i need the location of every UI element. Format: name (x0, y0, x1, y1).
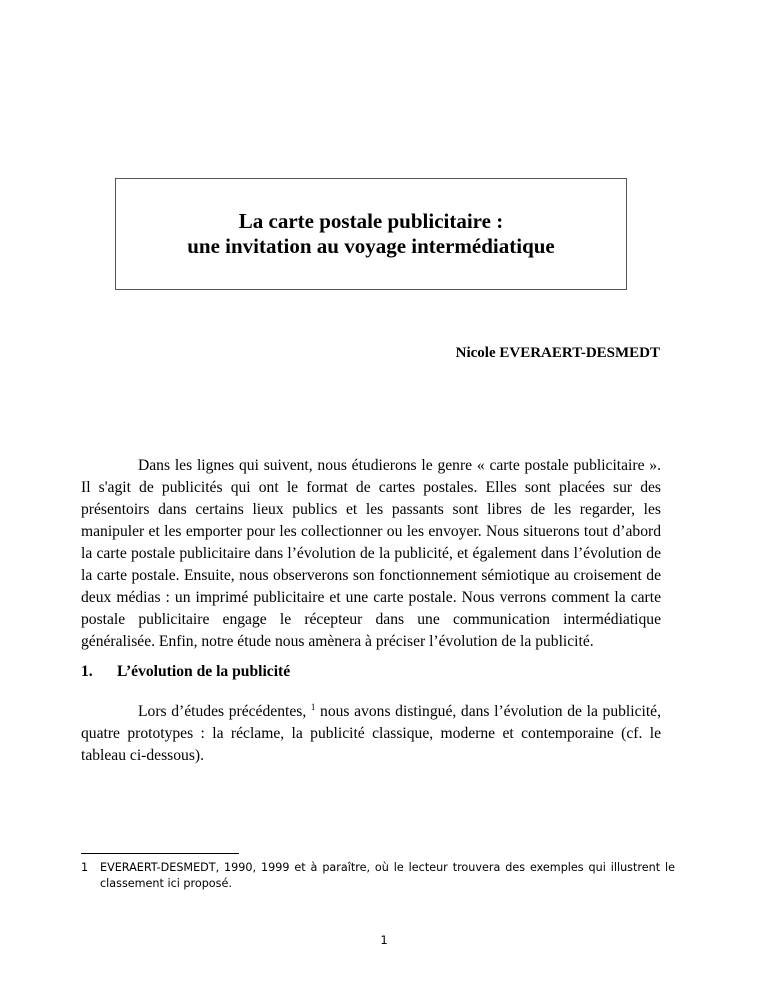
section-number: 1. (81, 663, 93, 680)
footnote-number: 1 (81, 861, 89, 874)
section-paragraph-text-end: nous avons distingué, dans l’évolution de la publicité, quatre prototypes : la réclame, la publicité classique, moderne et contemporaine (cf. le tableau ci-dessous). (81, 703, 661, 764)
footnote (81, 860, 675, 892)
intro-paragraph: Dans les lignes qui suivent, nous étudierons le genre « carte postale publicitaire ». Il s'agit de publicités qui ont le format de cartes postales. Elles sont placées sur des présentoirs dans certains lieux publics et les passants sont libres de les regarder, les manipuler et les emporter pour les collectionner ou les envoyer. Nous situerons tout d’abord la carte postale publicitaire dans l’évolution de la publicité, et également dans l’évolution de la carte postale. Ensuite, nous observerons son fonctionnement sémiotique au croisement de deux médias : un imprimé publicitaire et une carte postale. Nous verrons comment la carte postale publicitaire engage le récepteur dans une communication intermédiatique généralisée. Enfin, notre étude nous amènera à préciser l’évolution de la publicité. (81, 457, 661, 650)
page-number: 1 (380, 933, 388, 947)
title-line-1: La carte postale publicitaire : (238, 209, 504, 233)
section-title: L’évolution de la publicité (117, 663, 291, 680)
footnote-reference[interactable]: 1 (310, 701, 316, 712)
title-box (115, 178, 627, 290)
footnote-text: EVERAERT-DESMEDT, 1990, 1999 et à paraître, où le lecteur trouvera des exemples qui illustrent le classement ici proposé. (100, 861, 675, 890)
title-line-2: une invitation au voyage intermédiatique (187, 234, 555, 258)
section-paragraph (81, 701, 661, 767)
section-paragraph-text-start: Lors d’études précédentes, (138, 703, 311, 720)
section-heading (81, 663, 290, 681)
author-name: Nicole EVERAERT-DESMEDT (455, 345, 660, 361)
footnote-separator (81, 853, 239, 854)
